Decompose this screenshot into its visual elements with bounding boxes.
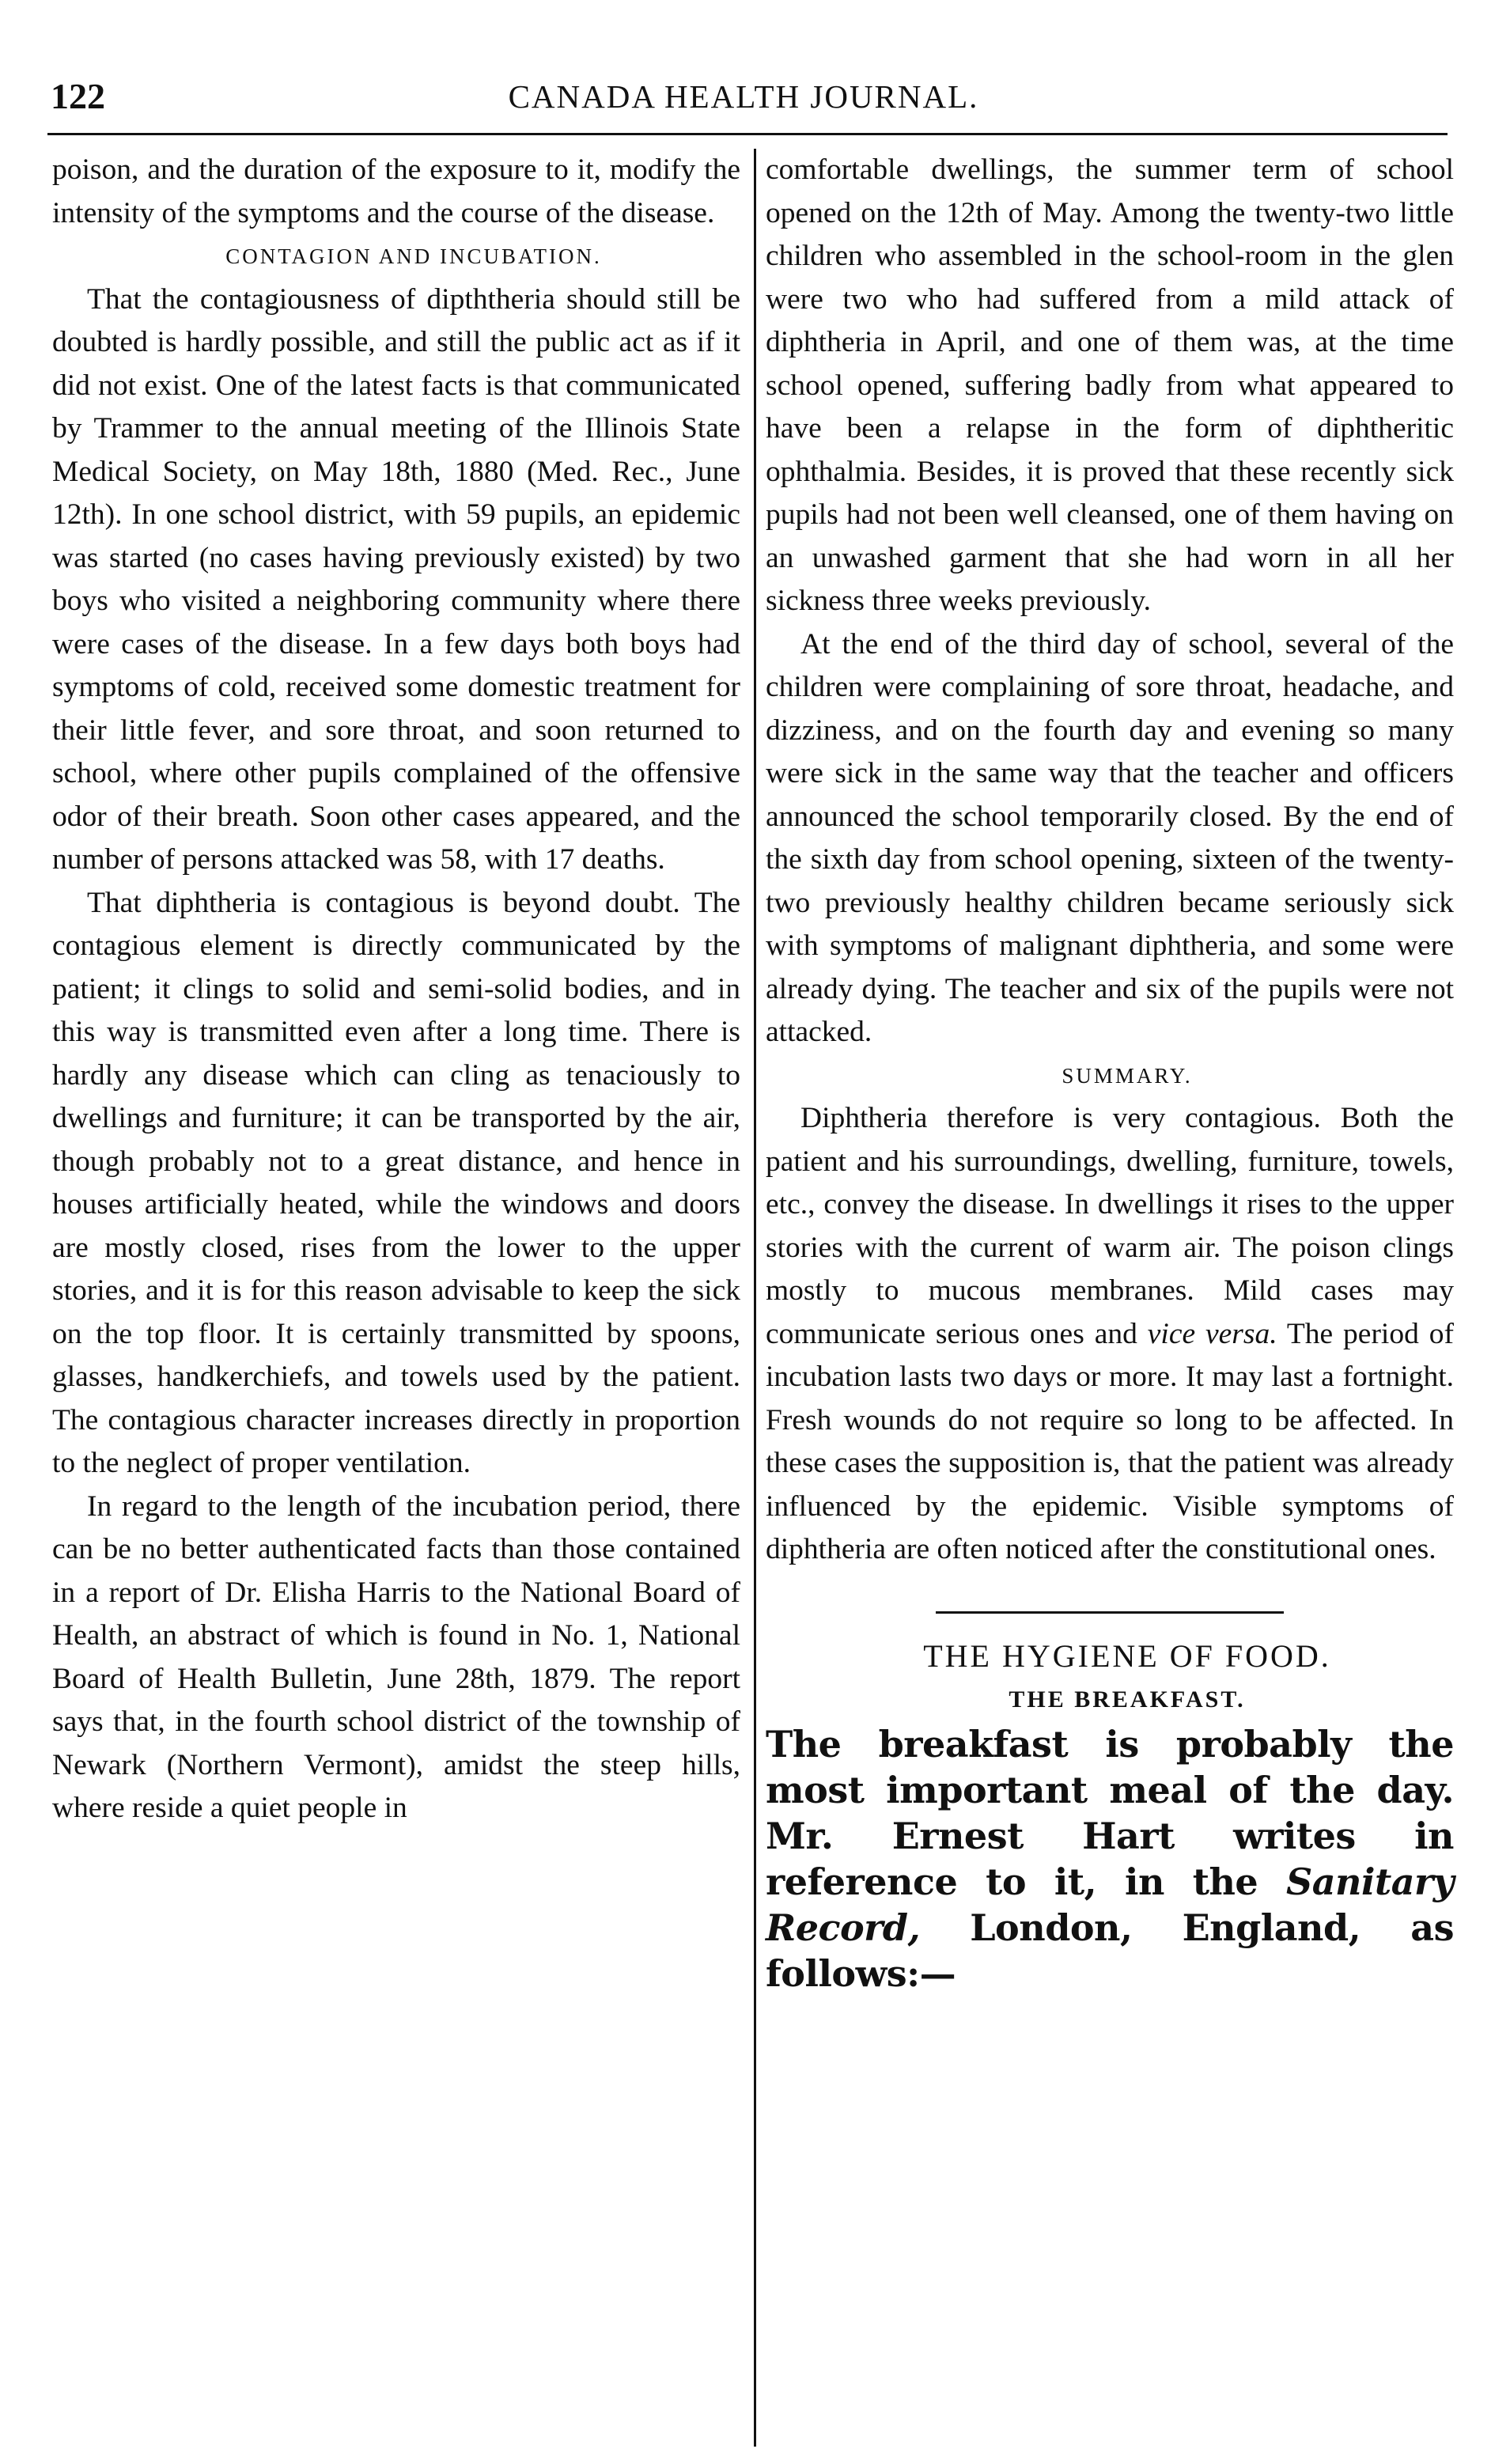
page-header (40, 73, 1448, 120)
section-rule (936, 1611, 1284, 1614)
paragraph-incubation: In regard to the length of the incubation period, there can be no better authenticated facts than those contained in a report of Dr. Elisha Harris to the National Board of Health, an abstract of which is found in No. 1, National Board of Health Bulletin, June 28th, 1879. The report says that, in the fourth school district of the township of Newark (Northern Vermont), amidst the steep hills, where reside a quiet people in (52, 1489, 740, 1824)
page-number: 122 (51, 76, 105, 116)
summary-text-b: The period of incubation lasts two days or more. It may last a fortnight. Fresh wounds do not require so long to be affected. In these cases the supposition is, that the patient was already influenced by the epidemic. Visible symptoms of diphtheria are often noticed after the constitutional ones. (766, 1317, 1454, 1565)
heading-contagion: CONTAGION AND INCUBATION. (225, 244, 602, 268)
lede-text-b: London, England, as follows:— (766, 1906, 1454, 1995)
summary-text-a: Diphtheria therefore is very contagious. Both the patient and his surroundings, dwelling, furniture, towels, etc., convey the disease. In dwellings it rises to the upper stories with the current of warm air. The poison clings mostly to mucous membranes. Mild cases may communicate serious ones and (766, 1102, 1454, 1350)
article-title: THE HYGIENE OF FOOD. (923, 1637, 1331, 1674)
paragraph-contagiousness: That the contagiousness of dipththeria should still be doubted is hardly possible, and still the public act as if it did not exist. One of the latest facts is that communicated by Trammer to the annual meeting of the Illinois State Medical Society, on May 18th, 1880 (Med. Rec., June 12th). In one school district, with 59 pupils, an epidemic was started (no cases having previously existed) by two boys who visited a neighboring community where there were cases of the disease. In a few days both boys had symptoms of cold, received some domestic treatment for their little fever, and sore throat, and soon returned to school, where other pupils complained of the offensive odor of their breath. Soon other cases appeared, and the number of persons attacked was 58, with 17 deaths. (52, 282, 740, 876)
header-rule (47, 133, 1448, 135)
summary-italic: vice versa. (1147, 1317, 1277, 1350)
journal-title: CANADA HEALTH JOURNAL. (508, 78, 979, 115)
paragraph-dwellings: comfortable dwellings, the summer term of school opened on the 12th of May. Among the twenty-two little children who assembled in the school-room in the glen were two who had suffered from a mild attack of diphtheria in April, and one of them was, at the time school opened, suffering badly from what appeared to have been a relapse in the form of diphtheritic ophthalmia. Besides, it is proved that these recently sick pupils had not been well cleansed, one of them having on an unwashed garment that she had worn in all her sickness three weeks previously. (766, 153, 1454, 617)
article-subtitle: THE BREAKFAST. (1009, 1686, 1246, 1713)
right-column (766, 149, 1454, 1997)
lede-italic: Sanitary Record, (766, 1860, 1454, 1949)
heading-summary: SUMMARY. (1062, 1063, 1193, 1088)
paragraph-third-day: At the end of the third day of school, several of the children were complaining of sore throat, headache, and dizziness, and on the fourth day and evening so many were sick in the same way that the teacher and officers announced the school temporarily closed. By the end of the sixth day from school opening, sixteen of the twenty-two previously healthy children became seriously sick with symptoms of malignant diphtheria, and some were already dying. The teacher and six of the pupils were not attacked. (766, 627, 1454, 1048)
lede-text-a: The breakfast is probably the most important meal of the day. Mr. Ernest Hart writes in reference to it, in the (766, 1722, 1454, 1903)
column-divider (754, 149, 756, 2447)
paragraph-summary (766, 1097, 1454, 1572)
paragraph-contagious: That diphtheria is contagious is beyond doubt. The contagious element is directly communicated by the patient; it clings to solid and semi-solid bodies, and in this way is transmitted even after a long time. There is hardly any disease which can cling as tenaciously to dwellings and furniture; it can be transported by the air, though probably not to a great distance, and hence in houses artificially heated, while the windows and doors are mostly closed, rises from the lower to the upper stories, and it is for this reason advisable to keep the sick on the top floor. It is certainly transmitted by spoons, glasses, handkerchiefs, and towels used by the patient. The contagious character increases directly in proportion to the neglect of proper ventilation. (52, 886, 740, 1479)
article-lede (766, 1721, 1454, 1997)
left-column (52, 149, 740, 1830)
paragraph-continuation: poison, and the duration of the exposure to it, modify the intensity of the symptoms and the course of the disease. (52, 153, 740, 229)
